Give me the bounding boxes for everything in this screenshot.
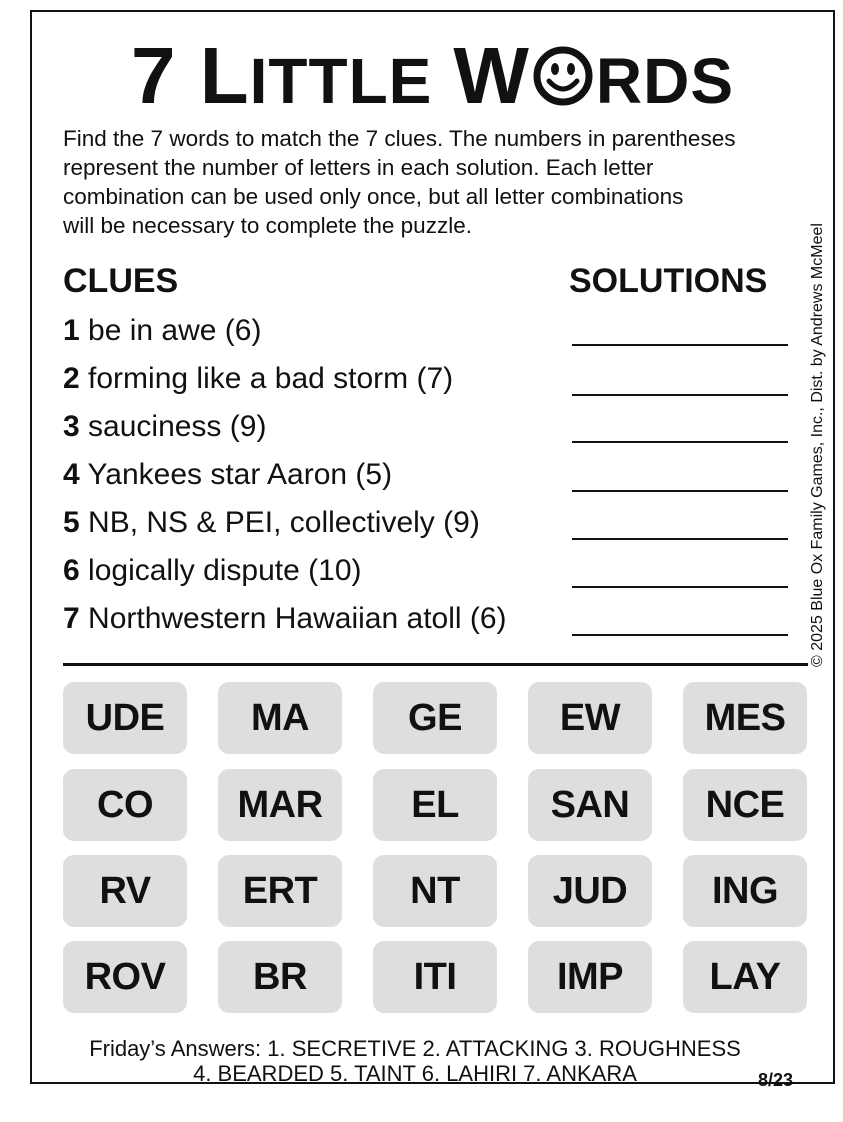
- clue-text: Yankees star Aaron (5): [87, 458, 393, 491]
- clue-3: [63, 410, 266, 444]
- clue-number: 1: [63, 314, 80, 347]
- title-part-2: ITTLE: [249, 45, 433, 117]
- clue-1: [63, 314, 261, 348]
- letter-tile[interactable]: CO: [63, 769, 187, 841]
- solution-blank-4[interactable]: [572, 490, 788, 492]
- title-part-3: W: [453, 31, 530, 120]
- clue-text: be in awe (6): [88, 314, 262, 347]
- solution-blank-3[interactable]: [572, 441, 788, 443]
- clue-text: Northwestern Hawaiian atoll (6): [88, 602, 507, 635]
- letter-tile[interactable]: JUD: [528, 855, 652, 927]
- clue-number: 3: [63, 410, 80, 443]
- letter-tile[interactable]: ERT: [218, 855, 342, 927]
- solutions-header: SOLUTIONS: [569, 262, 768, 300]
- clue-number: 5: [63, 506, 80, 539]
- divider: [63, 663, 808, 666]
- clue-text: sauciness (9): [88, 410, 267, 443]
- solution-blank-1[interactable]: [572, 344, 788, 346]
- letter-tile[interactable]: EL: [373, 769, 497, 841]
- clue-5: [63, 506, 480, 540]
- letter-tile[interactable]: NCE: [683, 769, 807, 841]
- previous-answers-line-1: Friday’s Answers: 1. SECRETIVE 2. ATTACKING 3. ROUGHNESS: [89, 1036, 741, 1061]
- letter-tile[interactable]: MA: [218, 682, 342, 754]
- clue-number: 2: [63, 362, 80, 395]
- letter-tile[interactable]: ROV: [63, 941, 187, 1013]
- letter-tile[interactable]: RV: [63, 855, 187, 927]
- clue-text: forming like a bad storm (7): [88, 362, 454, 395]
- clue-number: 4: [63, 458, 80, 491]
- previous-answers-line-2: 4. BEARDED 5. TAINT 6. LAHIRI 7. ANKARA: [193, 1061, 637, 1086]
- letter-tile[interactable]: SAN: [528, 769, 652, 841]
- clue-7: [63, 602, 507, 636]
- puzzle-title: [32, 31, 833, 121]
- clue-number: 7: [63, 602, 80, 635]
- clue-text: logically dispute (10): [88, 554, 362, 587]
- clue-number: 6: [63, 554, 80, 587]
- title-part-4: RDS: [595, 45, 734, 117]
- letter-tile[interactable]: LAY: [683, 941, 807, 1013]
- letter-tile[interactable]: MAR: [218, 769, 342, 841]
- letter-tile[interactable]: IMP: [528, 941, 652, 1013]
- copyright-notice: © 2025 Blue Ox Family Games, Inc., Dist. by Andrews McMeel: [809, 223, 826, 667]
- puzzle-frame: [30, 10, 835, 1090]
- puzzle-date: 8/23: [758, 1070, 794, 1090]
- letter-tile[interactable]: UDE: [63, 682, 187, 754]
- instructions: [63, 124, 813, 240]
- solution-blank-2[interactable]: [572, 394, 788, 396]
- solution-blank-7[interactable]: [572, 634, 788, 636]
- instructions-line: Find the 7 words to match the 7 clues. The numbers in parentheses: [63, 126, 736, 151]
- clue-6: [63, 554, 362, 588]
- solution-blank-6[interactable]: [572, 586, 788, 588]
- instructions-line: represent the number of letters in each solution. Each letter: [63, 155, 654, 180]
- solution-blank-5[interactable]: [572, 538, 788, 540]
- smiley-face-icon: [532, 45, 594, 107]
- title-part-1: 7 L: [131, 31, 250, 120]
- clue-text: NB, NS & PEI, collectively (9): [88, 506, 480, 539]
- letter-tile[interactable]: MES: [683, 682, 807, 754]
- clues-header: CLUES: [63, 262, 179, 300]
- letter-tile[interactable]: EW: [528, 682, 652, 754]
- letter-tile[interactable]: NT: [373, 855, 497, 927]
- instructions-line: will be necessary to complete the puzzle.: [63, 213, 472, 238]
- instructions-line: combination can be used only once, but all letter combinations: [63, 184, 684, 209]
- letter-tile[interactable]: ING: [683, 855, 807, 927]
- clue-4: [63, 458, 392, 492]
- letter-tile[interactable]: BR: [218, 941, 342, 1013]
- letter-tile[interactable]: GE: [373, 682, 497, 754]
- clue-2: [63, 362, 453, 396]
- letter-tile[interactable]: ITI: [373, 941, 497, 1013]
